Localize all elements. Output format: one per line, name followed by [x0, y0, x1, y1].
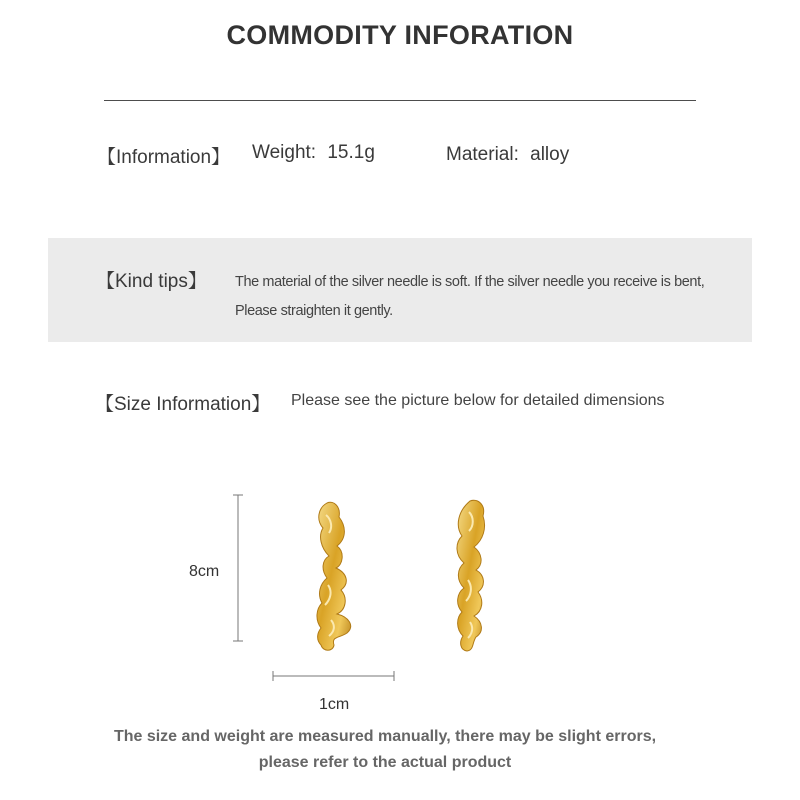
kind-tips-line-1: The material of the silver needle is soft. If the silver needle you receive is bent, [235, 274, 705, 290]
earring-left-image [317, 502, 351, 650]
page-title: COMMODITY INFORATION [226, 20, 574, 50]
weight-value: 15.1g [327, 142, 375, 163]
disclaimer-line-2: please refer to the actual product [258, 754, 512, 771]
disclaimer-line-1: The size and weight are measured manually, there may be slight errors, [113, 728, 657, 745]
earring-right-image [457, 500, 485, 651]
kind-tips-label: 【Kind tips】 [96, 271, 207, 292]
size-information-label: 【Size Information】 [95, 394, 271, 415]
material-value: alloy [530, 144, 570, 165]
width-label: 1cm [319, 696, 350, 713]
material-label: Material: [446, 144, 519, 165]
size-information-description: Please see the picture below for detailed dimensions [291, 392, 665, 409]
height-dimension-line [233, 495, 243, 641]
weight-label: Weight: [252, 142, 317, 163]
kind-tips-line-2: Please straighten it gently. [235, 303, 393, 319]
information-label: 【Information】 [97, 147, 231, 168]
width-dimension-line [273, 671, 394, 681]
height-label: 8cm [189, 563, 220, 580]
disclaimer [0, 724, 770, 776]
